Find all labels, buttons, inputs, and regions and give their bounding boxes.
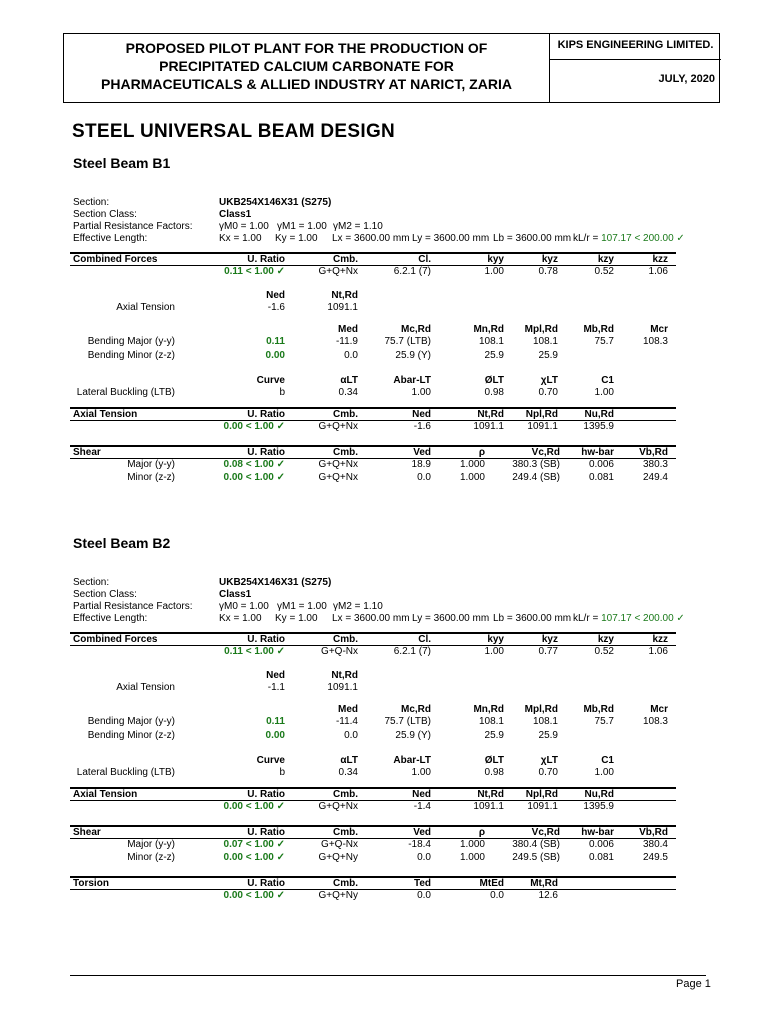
bend-head-0: Med — [338, 324, 358, 335]
shear-head-6: hw-bar — [581, 447, 614, 458]
shear-head-5: Vc,Rd — [531, 447, 560, 458]
axial-tension-heading: Axial Tension — [73, 789, 138, 800]
bend-major-val-5: 75.7 — [594, 716, 614, 727]
combined-head-2: Cmb. — [333, 254, 358, 265]
ltb-val-2: 1.00 — [411, 387, 431, 398]
bend-head-2: Mn,Rd — [473, 704, 504, 715]
torsion-val-4: 12.6 — [538, 890, 558, 901]
shear-minor-val-6: 249.4 — [642, 472, 668, 483]
combined-head-7: kzz — [652, 634, 668, 645]
bend-major-val-3: 108.1 — [478, 716, 504, 727]
shear-minor-val-5: 0.081 — [588, 852, 614, 863]
axial-head-6: Nu,Rd — [584, 789, 614, 800]
bend-head-1: Mc,Rd — [401, 324, 431, 335]
partial-factors-label: Partial Resistance Factors: — [73, 221, 193, 232]
shear-minor-val-4: 249.4 (SB) — [512, 472, 560, 483]
combined-head-1: U. Ratio — [247, 634, 285, 645]
torsion-head-4: MtEd — [479, 878, 504, 889]
bend-minor-val-3: 25.9 — [484, 730, 504, 741]
shear-major-val-1: G+Q-Nx — [321, 839, 358, 850]
effective-length-label: Effective Length: — [73, 613, 148, 624]
effective-length-label: Effective Length: — [73, 233, 148, 244]
section-value: UKB254X146X31 (S275) — [219, 577, 332, 588]
ltb-head-5: C1 — [601, 755, 614, 766]
combined-uratio: 0.11 < 1.00 ✓ — [224, 266, 285, 277]
lb-value: Lb = 3600.00 mm — [493, 613, 572, 624]
shear-head-3: Ved — [413, 827, 431, 838]
bend-minor-val-2: 25.9 (Y) — [395, 730, 431, 741]
ltb-val-5: 1.00 — [594, 767, 614, 778]
combined-head-3: Cl. — [418, 254, 431, 265]
bend-major-val-1: -11.9 — [335, 336, 358, 347]
ltb-head-1: αLT — [340, 755, 358, 766]
tension-head-ntrd: Nt,Rd — [331, 670, 358, 681]
shear-head-1: U. Ratio — [247, 447, 285, 458]
document-title: STEEL UNIVERSAL BEAM DESIGN — [72, 121, 396, 142]
shear-minor-val-2: 0.0 — [417, 472, 431, 483]
ltb-head-2: Abar-LT — [393, 755, 431, 766]
shear-major-val-6: 380.4 — [642, 839, 668, 850]
ltb-head-3: ØLT — [484, 375, 504, 386]
beam-name: Steel Beam B1 — [73, 155, 171, 171]
axial-head-1: U. Ratio — [247, 789, 285, 800]
combined-head-5: kyz — [541, 634, 558, 645]
combined-val-1: G+Q-Nx — [321, 646, 358, 657]
combined-head-6: kzy — [597, 634, 614, 645]
combined-head-5: kyz — [541, 254, 558, 265]
slenderness-check — [573, 233, 685, 245]
lx-value: Lx = 3600.00 mm — [332, 613, 410, 624]
ltb-val-4: 0.70 — [538, 387, 558, 398]
bend-major-val-4: 108.1 — [532, 716, 558, 727]
gamma-m1: γM1 = 1.00 — [277, 221, 327, 232]
shear-heading: Shear — [73, 827, 101, 838]
axial-head-4: Nt,Rd — [477, 789, 504, 800]
bend-head-2: Mn,Rd — [473, 324, 504, 335]
shear-minor-val-1: G+Q+Ny — [318, 852, 358, 863]
ltb-head-2: Abar-LT — [393, 375, 431, 386]
section-label: Section: — [73, 577, 110, 588]
tension-head-ned: Ned — [266, 670, 285, 681]
header-box — [63, 33, 720, 103]
ltb-val-0: b — [279, 387, 285, 398]
axial-head-4: Nt,Rd — [477, 409, 504, 420]
document-date: JULY, 2020 — [658, 73, 715, 85]
shear-major-val-3: 1.000 — [459, 839, 485, 850]
bend-head-5: Mcr — [650, 704, 668, 715]
ltb-head-5: C1 — [601, 375, 614, 386]
shear-minor-ratio: 0.00 < 1.00 ✓ — [223, 472, 285, 483]
bend-minor-val-4: 25.9 — [538, 350, 558, 361]
project-title: PROPOSED PILOT PLANT FOR THE PRODUCTION OF PRECIPITATED CALCIUM CARBONATE FOR PHARMACEUTICALS & ALLIED INDUSTRY AT NARICT, ZARIA — [101, 40, 512, 92]
kx-value: Kx = 1.00 — [219, 613, 262, 624]
axial-head-3: Ned — [412, 409, 431, 420]
combined-head-1: U. Ratio — [247, 254, 285, 265]
axial-head-5: Npl,Rd — [525, 409, 558, 420]
torsion-head-5: Mt,Rd — [530, 878, 558, 889]
bend-major-val-2: 75.7 (LTB) — [384, 716, 431, 727]
shear-major-val-2: 18.9 — [411, 459, 431, 470]
combined-val-3: 1.00 — [484, 646, 504, 657]
slenderness-value: 107.17 < 200.00 ✓ — [601, 613, 685, 624]
ltb-head-0: Curve — [256, 375, 285, 386]
shear-major-val-5: 0.006 — [588, 459, 614, 470]
page-number: Page 1 — [676, 978, 711, 990]
shear-heading: Shear — [73, 447, 101, 458]
torsion-heading: Torsion — [73, 878, 109, 889]
axial-head-2: Cmb. — [333, 409, 358, 420]
ltb-head-1: αLT — [340, 375, 358, 386]
tension-head-ntrd: Nt,Rd — [331, 290, 358, 301]
bend-minor-label: Bending Minor (z-z) — [87, 350, 175, 361]
ltb-head-0: Curve — [256, 755, 285, 766]
lx-value: Lx = 3600.00 mm — [332, 233, 410, 244]
ly-value: Ly = 3600.00 mm — [412, 613, 490, 624]
gamma-m2: γM2 = 1.10 — [333, 601, 383, 612]
combined-head-6: kzy — [597, 254, 614, 265]
bend-minor-val-1: 0.0 — [344, 730, 358, 741]
shear-head-7: Vb,Rd — [639, 447, 668, 458]
shear-minor-val-3: 1.000 — [459, 472, 485, 483]
ltb-head-4: χLT — [540, 375, 558, 386]
shear-minor-label: Minor (z-z) — [127, 852, 175, 863]
combined-forces-heading: Combined Forces — [73, 634, 158, 645]
ltb-val-0: b — [279, 767, 285, 778]
bend-major-val-1: -11.4 — [335, 716, 358, 727]
bend-minor-val-2: 25.9 (Y) — [395, 350, 431, 361]
tension-ntrd: 1091.1 — [327, 302, 358, 313]
bend-minor-ratio: 0.00 — [265, 730, 285, 741]
torsion-val-3: 0.0 — [490, 890, 504, 901]
bend-head-3: Mpl,Rd — [524, 324, 558, 335]
combined-head-2: Cmb. — [333, 634, 358, 645]
bend-head-4: Mb,Rd — [583, 704, 614, 715]
combined-val-1: G+Q+Nx — [318, 266, 358, 277]
ltb-head-3: ØLT — [484, 755, 504, 766]
bend-major-label: Bending Major (y-y) — [87, 336, 175, 347]
bend-major-ratio: 0.11 — [266, 716, 285, 727]
axial-head-5: Npl,Rd — [525, 789, 558, 800]
bend-minor-val-1: 0.0 — [344, 350, 358, 361]
ltb-val-5: 1.00 — [594, 387, 614, 398]
shear-head-3: Ved — [413, 447, 431, 458]
combined-val-3: 1.00 — [484, 266, 504, 277]
combined-val-6: 1.06 — [648, 266, 668, 277]
bend-minor-val-4: 25.9 — [538, 730, 558, 741]
slenderness-prefix: kL/r = — [573, 233, 602, 244]
combined-val-5: 0.52 — [594, 266, 614, 277]
section-class-value: Class1 — [219, 589, 252, 600]
shear-head-2: Cmb. — [333, 827, 358, 838]
axial-val-4: 1091.1 — [527, 801, 558, 812]
axial-val-1: G+Q+Nx — [318, 421, 358, 432]
section-label: Section: — [73, 197, 110, 208]
axial-head-2: Cmb. — [333, 789, 358, 800]
shear-major-label: Major (y-y) — [127, 839, 175, 850]
combined-val-6: 1.06 — [648, 646, 668, 657]
gamma-m0: γM0 = 1.00 — [219, 221, 269, 232]
shear-minor-val-2: 0.0 — [417, 852, 431, 863]
section-class-label: Section Class: — [73, 589, 137, 600]
section-class-value: Class1 — [219, 209, 252, 220]
bend-head-1: Mc,Rd — [401, 704, 431, 715]
bend-head-5: Mcr — [650, 324, 668, 335]
shear-minor-val-4: 249.5 (SB) — [512, 852, 560, 863]
combined-val-4: 0.78 — [538, 266, 558, 277]
torsion-head-2: Cmb. — [333, 878, 358, 889]
tension-ned: -1.1 — [267, 682, 285, 693]
bend-major-val-5: 75.7 — [594, 336, 614, 347]
axial-val-5: 1395.9 — [583, 421, 614, 432]
shear-major-val-1: G+Q+Nx — [318, 459, 358, 470]
combined-forces-heading: Combined Forces — [73, 254, 158, 265]
section-value: UKB254X146X31 (S275) — [219, 197, 332, 208]
combined-uratio: 0.11 < 1.00 ✓ — [224, 646, 285, 657]
axial-val-3: 1091.1 — [473, 801, 504, 812]
axial-head-3: Ned — [412, 789, 431, 800]
beam-name: Steel Beam B2 — [73, 535, 171, 551]
axial-val-5: 1395.9 — [583, 801, 614, 812]
bend-head-0: Med — [338, 704, 358, 715]
header-company-rule — [550, 59, 721, 60]
ltb-label: Lateral Buckling (LTB) — [76, 387, 175, 398]
bend-major-val-2: 75.7 (LTB) — [384, 336, 431, 347]
slenderness-value: 107.17 < 200.00 ✓ — [601, 233, 685, 244]
axial-uratio: 0.00 < 1.00 ✓ — [223, 801, 285, 812]
ky-value: Ky = 1.00 — [275, 613, 318, 624]
bend-minor-label: Bending Minor (z-z) — [87, 730, 175, 741]
axial-val-2: -1.6 — [413, 421, 431, 432]
kx-value: Kx = 1.00 — [219, 233, 262, 244]
ltb-val-3: 0.98 — [484, 767, 504, 778]
shear-major-label: Major (y-y) — [127, 459, 175, 470]
shear-major-val-3: 1.000 — [459, 459, 485, 470]
axial-head-1: U. Ratio — [247, 409, 285, 420]
shear-head-6: hw-bar — [581, 827, 614, 838]
combined-val-5: 0.52 — [594, 646, 614, 657]
ky-value: Ky = 1.00 — [275, 233, 318, 244]
shear-minor-label: Minor (z-z) — [127, 472, 175, 483]
combined-val-2: 6.2.1 (7) — [393, 266, 431, 277]
ltb-label: Lateral Buckling (LTB) — [76, 767, 175, 778]
tension-label: Axial Tension — [116, 302, 175, 313]
shear-major-val-4: 380.3 (SB) — [512, 459, 560, 470]
tension-head-ned: Ned — [266, 290, 285, 301]
combined-val-4: 0.77 — [538, 646, 558, 657]
bend-major-label: Bending Major (y-y) — [87, 716, 175, 727]
torsion-head-1: U. Ratio — [247, 878, 285, 889]
shear-major-val-5: 0.006 — [588, 839, 614, 850]
gamma-m2: γM2 = 1.10 — [333, 221, 383, 232]
shear-minor-val-6: 249.5 — [642, 852, 668, 863]
shear-major-val-6: 380.3 — [642, 459, 668, 470]
partial-factors-label: Partial Resistance Factors: — [73, 601, 193, 612]
slenderness-check — [573, 613, 685, 625]
torsion-val-2: 0.0 — [417, 890, 431, 901]
slenderness-prefix: kL/r = — [573, 613, 602, 624]
shear-major-ratio: 0.08 < 1.00 ✓ — [223, 459, 285, 470]
torsion-uratio: 0.00 < 1.00 ✓ — [223, 890, 285, 901]
company-name: KIPS ENGINEERING LIMITED. — [557, 39, 714, 51]
axial-tension-heading: Axial Tension — [73, 409, 138, 420]
shear-head-4: ρ — [478, 827, 485, 838]
bend-head-3: Mpl,Rd — [524, 704, 558, 715]
bend-major-val-6: 108.3 — [642, 336, 668, 347]
combined-head-4: kyy — [487, 634, 504, 645]
shear-major-ratio: 0.07 < 1.00 ✓ — [223, 839, 285, 850]
bend-major-val-3: 108.1 — [478, 336, 504, 347]
ltb-val-3: 0.98 — [484, 387, 504, 398]
ltb-val-4: 0.70 — [538, 767, 558, 778]
ltb-val-1: 0.34 — [338, 767, 358, 778]
tension-ntrd: 1091.1 — [327, 682, 358, 693]
bend-minor-ratio: 0.00 — [265, 350, 285, 361]
torsion-head-3: Ted — [413, 878, 431, 889]
bend-major-val-6: 108.3 — [642, 716, 668, 727]
shear-head-1: U. Ratio — [247, 827, 285, 838]
axial-head-6: Nu,Rd — [584, 409, 614, 420]
bend-major-val-4: 108.1 — [532, 336, 558, 347]
shear-head-7: Vb,Rd — [639, 827, 668, 838]
axial-uratio: 0.00 < 1.00 ✓ — [223, 421, 285, 432]
shear-head-5: Vc,Rd — [531, 827, 560, 838]
ltb-val-1: 0.34 — [338, 387, 358, 398]
combined-head-3: Cl. — [418, 634, 431, 645]
ltb-val-2: 1.00 — [411, 767, 431, 778]
section-class-label: Section Class: — [73, 209, 137, 220]
gamma-m0: γM0 = 1.00 — [219, 601, 269, 612]
axial-val-2: -1.4 — [413, 801, 431, 812]
combined-head-7: kzz — [652, 254, 668, 265]
tension-ned: -1.6 — [267, 302, 285, 313]
bend-minor-val-3: 25.9 — [484, 350, 504, 361]
shear-head-4: ρ — [478, 447, 485, 458]
bend-head-4: Mb,Rd — [583, 324, 614, 335]
shear-minor-val-3: 1.000 — [459, 852, 485, 863]
footer-rule — [70, 975, 706, 976]
bend-major-ratio: 0.11 — [266, 336, 285, 347]
shear-minor-ratio: 0.00 < 1.00 ✓ — [223, 852, 285, 863]
ltb-head-4: χLT — [540, 755, 558, 766]
ly-value: Ly = 3600.00 mm — [412, 233, 490, 244]
tension-label: Axial Tension — [116, 682, 175, 693]
shear-minor-val-5: 0.081 — [588, 472, 614, 483]
shear-head-2: Cmb. — [333, 447, 358, 458]
axial-val-1: G+Q+Nx — [318, 801, 358, 812]
lb-value: Lb = 3600.00 mm — [493, 233, 572, 244]
axial-val-3: 1091.1 — [473, 421, 504, 432]
shear-minor-val-1: G+Q+Nx — [318, 472, 358, 483]
torsion-val-1: G+Q+Ny — [318, 890, 358, 901]
shear-major-val-2: -18.4 — [408, 839, 431, 850]
gamma-m1: γM1 = 1.00 — [277, 601, 327, 612]
shear-major-val-4: 380.4 (SB) — [512, 839, 560, 850]
combined-head-4: kyy — [487, 254, 504, 265]
axial-val-4: 1091.1 — [527, 421, 558, 432]
combined-val-2: 6.2.1 (7) — [393, 646, 431, 657]
